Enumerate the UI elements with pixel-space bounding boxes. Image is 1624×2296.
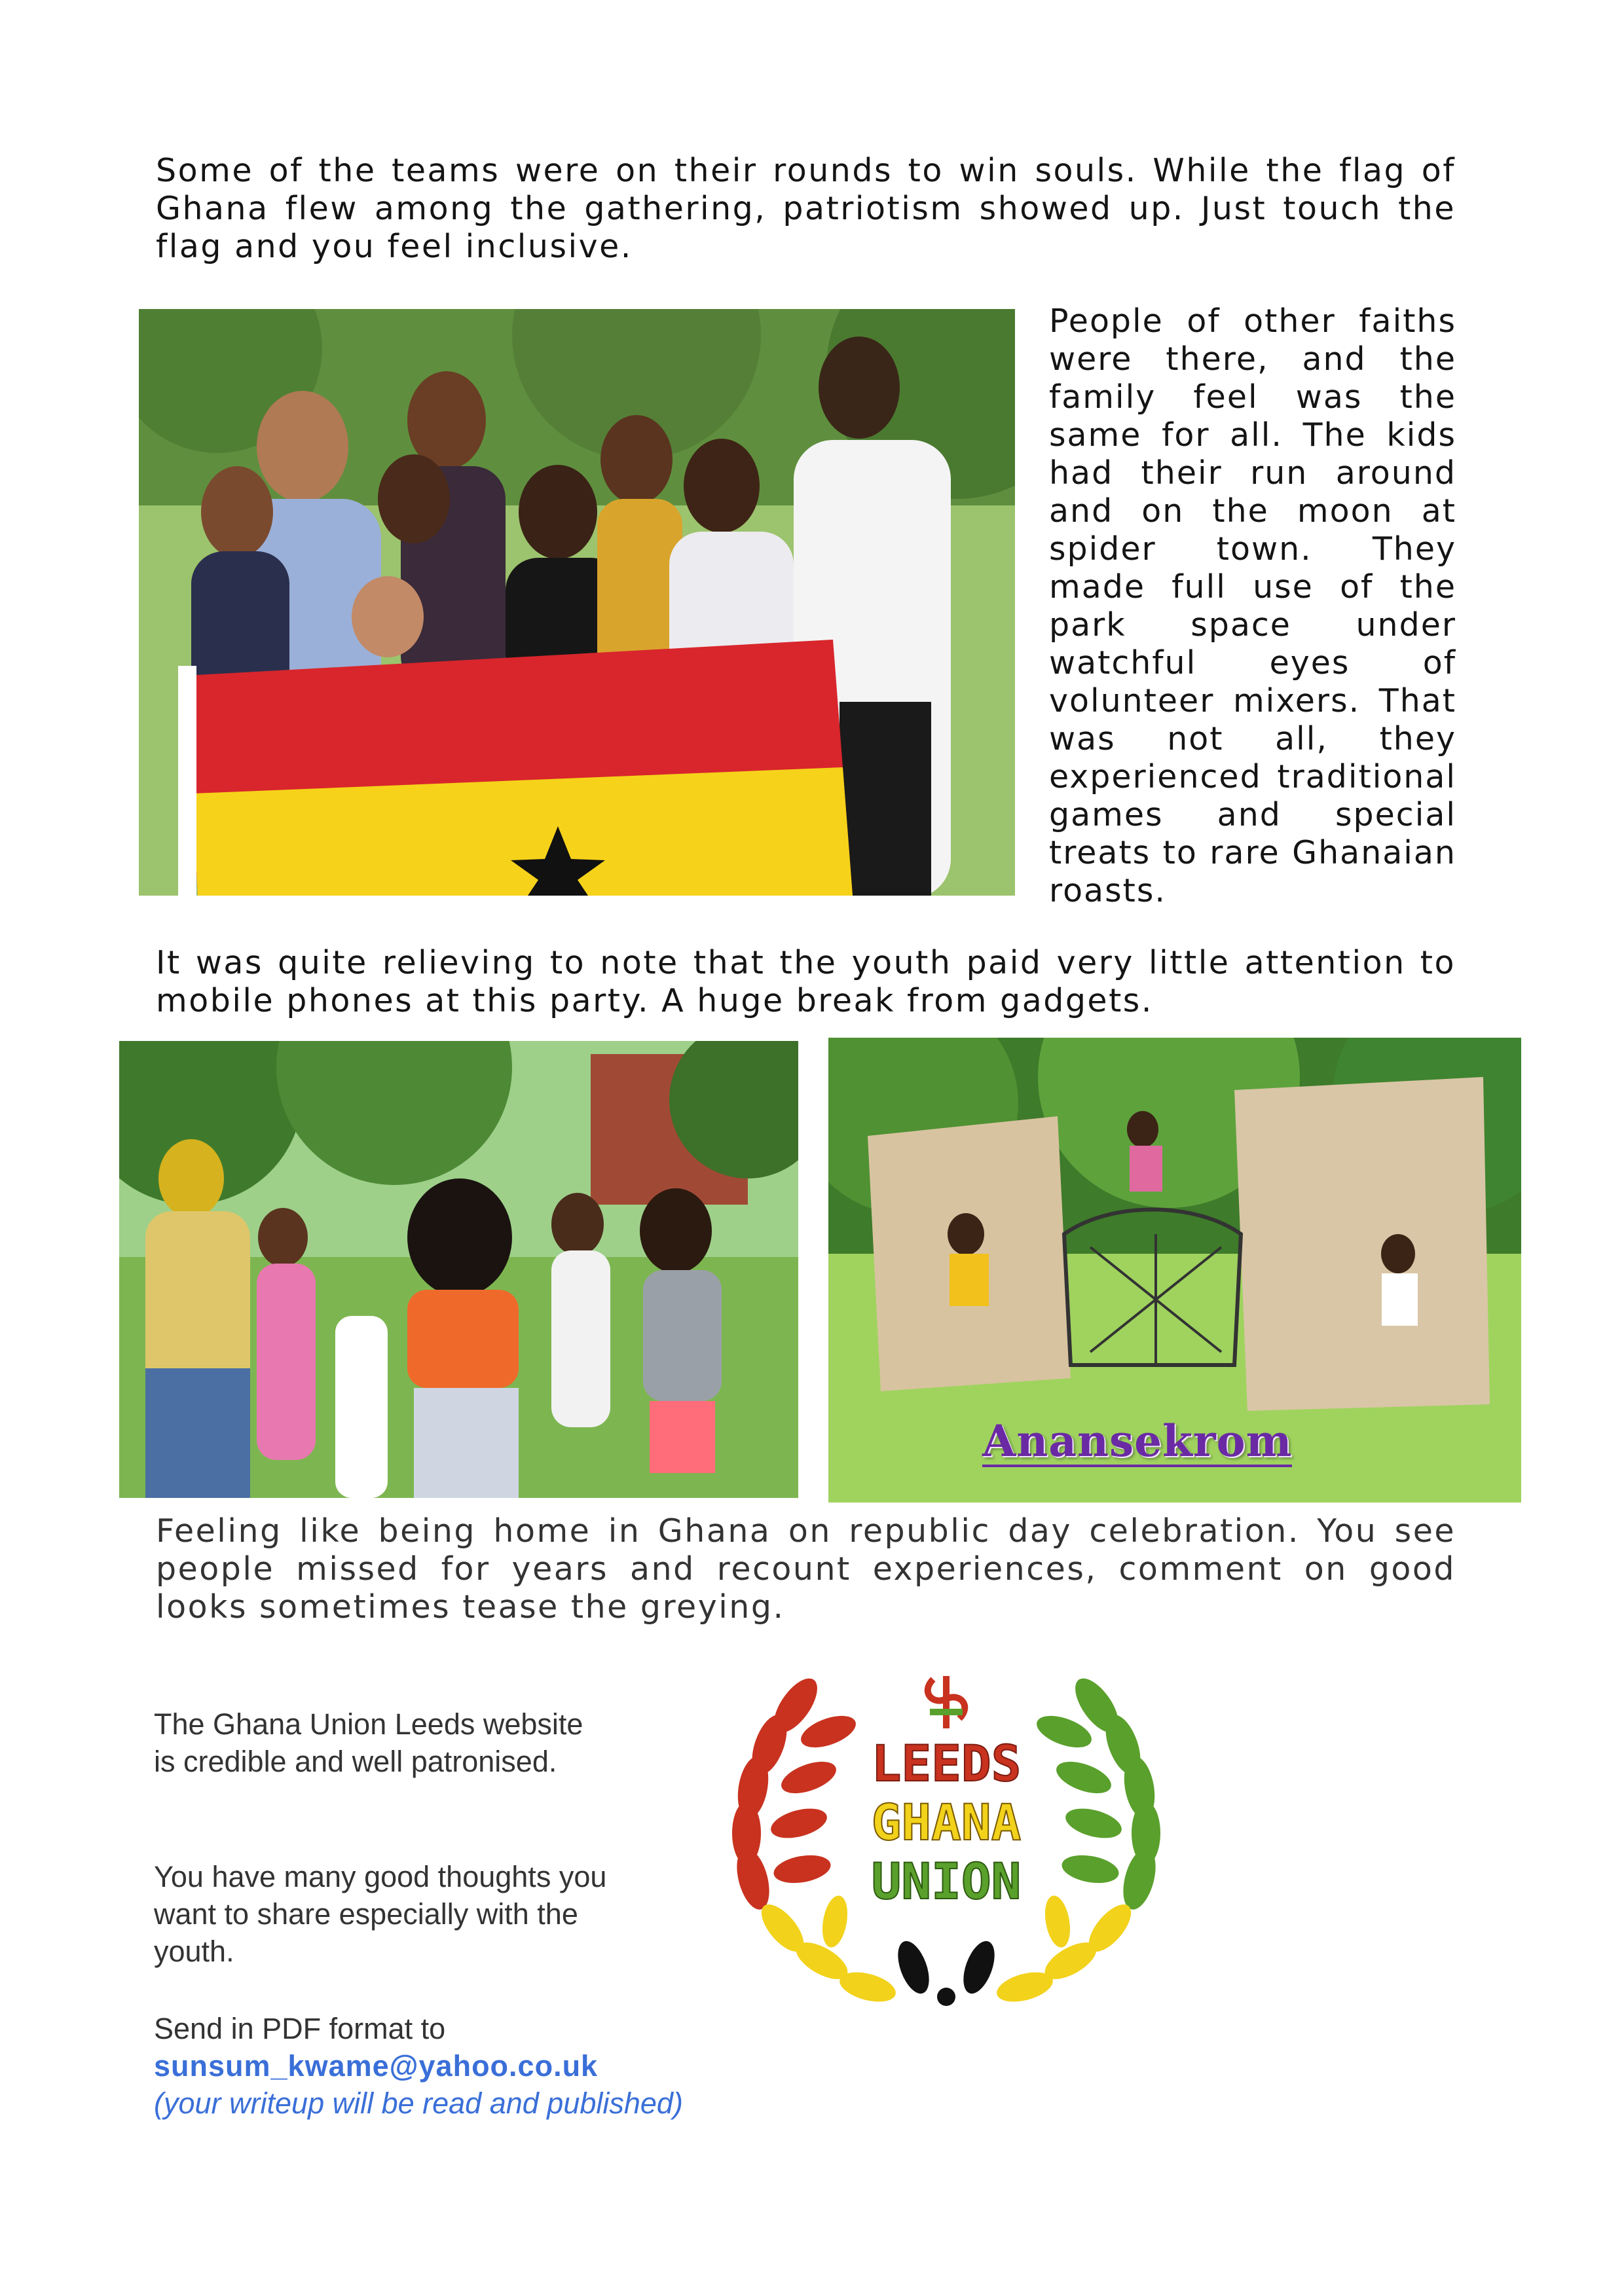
contact-email[interactable]: sunsum_kwame@yahoo.co.uk bbox=[154, 2049, 599, 2083]
youth-paragraph: It was quite relieving to note that the youth paid very little attention to mobile phones at this party. A huge break from gadgets. bbox=[156, 944, 1456, 1019]
anansekrom-caption: Anansekrom bbox=[982, 1415, 1293, 1467]
ghana-flag-group-photo bbox=[139, 309, 1015, 896]
publication-note: (your writeup will be read and published) bbox=[154, 2086, 683, 2120]
share-note: You have many good thoughts you want to share especially with the youth. bbox=[154, 1860, 607, 1968]
home-paragraph: Feeling like being home in Ghana on republic day celebration. You see people missed for years and recount experiences, comment on good looks sometimes tease the greying. bbox=[156, 1512, 1456, 1626]
youth-gathering-photo bbox=[119, 1041, 798, 1498]
faiths-paragraph: People of other faiths were there, and the family feel was the same for all. The kids had their run around and on the moon at spider town. They made full use of the park space under watchful eyes of volunteer mixers. That was not all, they experienced traditional games and special treats to rare Ghanaian roasts. bbox=[1049, 302, 1456, 909]
website-note: The Ghana Union Leeds website is credible and well patronised. bbox=[154, 1707, 583, 1778]
leeds-ghana-union-logo bbox=[697, 1666, 1195, 2039]
logo-word-union: UNION bbox=[871, 1852, 1022, 1910]
send-instructions: Send in PDF format to bbox=[154, 2012, 446, 2045]
intro-paragraph: Some of the teams were on their rounds to win souls. While the flag of Ghana flew among the gathering, patriotism showed up. Just touch the flag and you feel inclusive. bbox=[156, 152, 1456, 265]
logo-word-ghana: GHANA bbox=[871, 1793, 1022, 1851]
logo-word-leeds: LEEDS bbox=[871, 1734, 1022, 1793]
